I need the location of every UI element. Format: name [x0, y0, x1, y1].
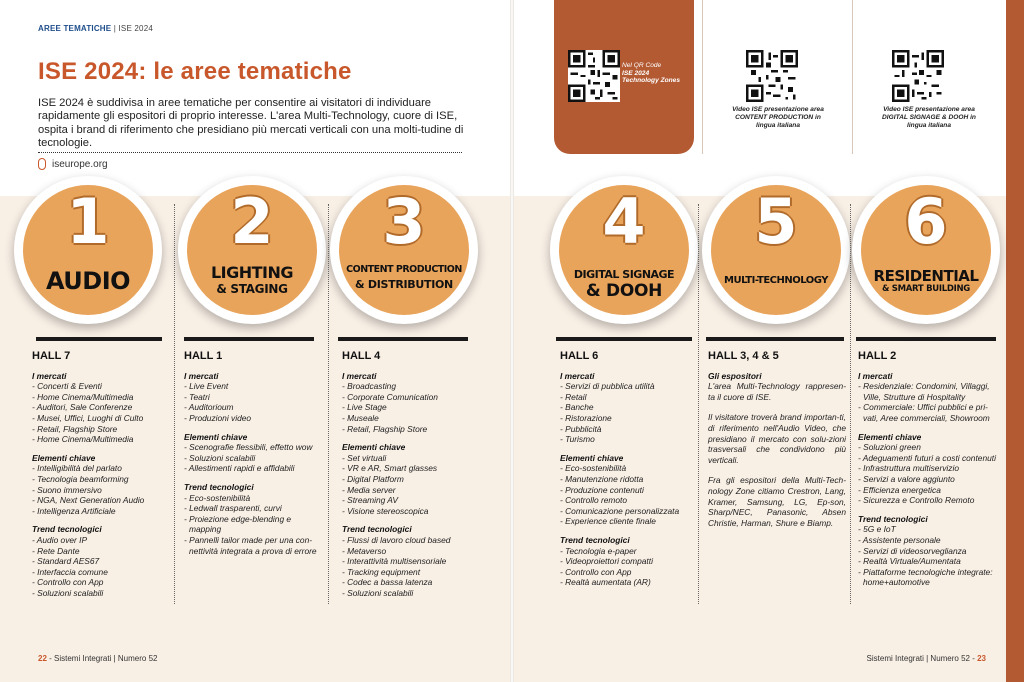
list-item: - Home Cinema/Multimedia [32, 434, 134, 445]
list-item: - Home Cinema/Multimedia [32, 391, 134, 402]
hall-label: HALL 6 [560, 350, 599, 362]
list-item: - Efficienza energetica [858, 484, 941, 495]
area-circle-lighting [178, 176, 326, 324]
column-rule [184, 337, 314, 341]
hall-column-lighting [184, 351, 324, 556]
list-item: - Retail [560, 391, 587, 402]
list-item: - Soluzioni scalabili [32, 587, 104, 598]
area-number: 6 [904, 185, 948, 258]
list-item: - Corporate Comunication [342, 391, 438, 402]
qr-code-content-production[interactable] [746, 50, 798, 102]
list-item: - Pubblicità [560, 423, 602, 434]
qr-caption-digital-signage [856, 106, 1002, 130]
area-label: RESIDENTIAL [873, 267, 979, 285]
section-separator: | [113, 24, 117, 33]
hall-label: HALL 2 [858, 350, 897, 362]
website-text: iseurope.org [52, 158, 108, 170]
qr-code-digital-signage[interactable] [892, 50, 944, 102]
area-circle-fill [861, 185, 991, 315]
list-item: - Experience cliente finale [560, 516, 656, 527]
area-label: MULTI-TECHNOLOGY [724, 275, 828, 286]
list-item: - Soluzioni scalabili [342, 587, 414, 598]
column-divider [328, 204, 329, 604]
intro-paragraph: ISE 2024 è suddivisa in aree tematiche per consentire ai visitatori di individuare rapidamente gli espositori di proprio interesse. L'area Multi-Technology, cuore di ISE, ospita i brand di riferimento che presidiano più mercati verticali con una molti-tudine di tecnologie. [38, 97, 464, 150]
area-circle-fill [339, 185, 469, 315]
section-heading: Trend tecnologici [32, 524, 102, 535]
list-item: - Live Stage [342, 402, 387, 413]
list-item: - Infrastruttura multiservizio [858, 463, 959, 474]
area-number: 2 [230, 185, 274, 258]
hall-column-digital-signage [560, 351, 694, 588]
list-item: - Set virtuali [342, 452, 387, 463]
footer-text: Sistemi Integrati | Numero 52 - [866, 654, 978, 663]
list-item: - Concerti & Eventi [32, 381, 102, 392]
area-label-secondary: & DOOH [585, 281, 663, 301]
area-circle-content-production [330, 176, 478, 324]
list-item: - Flussi di lavoro cloud based [342, 534, 451, 545]
list-item: - Media server [342, 484, 396, 495]
list-item: - Realtà aumentata (AR) [560, 577, 651, 588]
list-item: - Ledwall trasparenti, curvi [184, 503, 282, 514]
column-rule [36, 337, 162, 341]
list-item: - Tracking equipment [342, 566, 421, 577]
list-item: - Codec a bassa latenza [342, 577, 433, 588]
qr-box-caption-line: ISE 2024 [622, 69, 650, 77]
section-heading: I mercati [560, 370, 595, 381]
area-number: 3 [382, 185, 426, 258]
list-item: - Eco-sostenibilità [560, 463, 627, 474]
hall-column-content-production [342, 351, 476, 598]
qr-box-caption-line: Technology Zones [622, 77, 681, 85]
paragraph: Il visitatore troverà brand importan-ti, di riferimento nell'Audio Video, che presidiano il mercato con solu-zioni trasversali che condividono più verticali. [708, 412, 846, 465]
list-item: - Realtà Virtuale/Aumentata [858, 556, 961, 567]
section-heading: Elementi chiave [858, 431, 922, 442]
list-item: - Intelligenza Artificiale [32, 505, 116, 516]
column-rule [706, 337, 844, 341]
list-item: - Visione stereoscopica [342, 505, 429, 516]
list-item: - Turismo [560, 434, 595, 445]
section-year: ISE 2024 [118, 24, 153, 33]
section-heading: I mercati [858, 370, 893, 381]
hall-label: HALL 3, 4 & 5 [708, 350, 779, 362]
section-heading: Trend tecnologici [858, 513, 928, 524]
list-item: - Auditori, Sale Conferenze [32, 402, 133, 413]
list-item: - Auditorioum [184, 402, 234, 413]
page-spine [510, 0, 514, 682]
area-circle-fill [23, 185, 153, 315]
area-number: 4 [602, 185, 646, 258]
list-item: - Commerciale: Uffici pubblici e pri-vati, Aree commerciali, Showroom [858, 402, 990, 423]
list-item: - Eco-sostenibilità [184, 492, 251, 503]
list-item: - Adeguamenti futuri a costi contenuti [858, 452, 996, 463]
area-label: LIGHTING [210, 263, 294, 282]
section-heading: Trend tecnologici [184, 481, 254, 492]
list-item: - NGA, Next Generation Audio [32, 495, 145, 506]
qr-caption-line: lingua italiana [756, 122, 800, 129]
website-link[interactable] [38, 158, 108, 170]
list-item: - Intelligibilità del parlato [32, 463, 122, 474]
section-name: AREE TEMATICHE [38, 24, 112, 33]
list-item: - Musei, Uffici, Luoghi di Culto [32, 412, 144, 423]
area-label-secondary: & STAGING [216, 282, 288, 296]
list-item: - Proiezione edge-blending e mapping [184, 513, 292, 535]
section-heading: Gli espositori [708, 370, 762, 381]
list-item: - Soluzioni green [858, 442, 921, 453]
list-item: - VR e AR, Smart glasses [342, 463, 438, 474]
page-number: 23 [977, 654, 986, 663]
column-rule [556, 337, 692, 341]
area-label: DIGITAL SIGNAGE [573, 268, 675, 281]
list-item: - Tecnologia e-paper [560, 545, 637, 556]
list-item: - Retail, Flagship Store [342, 423, 428, 434]
column-divider [698, 204, 699, 604]
area-circle-fill [559, 185, 689, 315]
section-heading: I mercati [184, 370, 219, 381]
list-item: - Servizi di pubblica utilità [560, 381, 655, 392]
list-item: - Comunicazione personalizzata [560, 505, 680, 516]
section-tag [38, 24, 153, 33]
list-item: - Interfaccia comune [32, 566, 108, 577]
area-number: 5 [754, 185, 798, 258]
area-circle-residential [852, 176, 1000, 324]
list-item: - Digital Platform [342, 473, 404, 484]
column-rule [338, 337, 468, 341]
hall-label: HALL 1 [184, 350, 223, 362]
list-item: - Interattività multisensoriale [342, 556, 447, 567]
area-circle-multi-technology [702, 176, 850, 324]
area-label: AUDIO [45, 267, 131, 295]
qr-caption-line: lingua italiana [907, 122, 951, 129]
list-item: - 5G e IoT [858, 524, 896, 535]
paragraph: Fra gli espositori della Multi-Tech-nology Zone citiamo Crestron, Lang, Kramer, Samsung, LG, Ep-son, Sharp/NEC, Panasonic, Absen Christie, Harman, Shure e Biamp. [708, 475, 846, 528]
hall-label: HALL 4 [342, 350, 381, 362]
column-divider [174, 204, 175, 604]
footer-text: - Sistemi Integrati | Numero 52 [46, 654, 158, 663]
list-item: - Allestimenti rapidi e affidabili [184, 463, 295, 474]
page-number: 22 [38, 654, 47, 663]
qr-caption-line: Video ISE presentazione area [883, 106, 975, 113]
area-label: CONTENT PRODUCTION [346, 264, 462, 275]
area-circle-fill [711, 185, 841, 315]
list-item: - Suono immersivo [32, 484, 102, 495]
qr-divider [702, 0, 703, 154]
list-item: - Teatri [184, 391, 210, 402]
qr-code-technology-zones[interactable] [568, 50, 620, 102]
footer-right [867, 654, 986, 663]
list-item: - Controllo remoto [560, 495, 628, 506]
list-item: - Controllo con App [560, 566, 632, 577]
area-circle-digital-signage [550, 176, 698, 324]
list-item: - Manutenzione ridotta [560, 473, 644, 484]
qr-caption-line: DIGITAL SIGNAGE & DOOH in [882, 114, 976, 121]
page-title: ISE 2024: le aree tematiche [38, 58, 352, 85]
section-heading: Elementi chiave [342, 442, 406, 453]
column-rule [856, 337, 996, 341]
list-item: - Banche [560, 402, 594, 413]
list-item: - Piattaforme tecnologiche integrate: home+automotive [858, 566, 993, 588]
paragraph: L'area Multi-Technology rappresen-ta il cuore di ISE. [708, 381, 846, 402]
list-item: - Produzione contenuti [560, 484, 644, 495]
list-item: - Retail, Flagship Store [32, 423, 118, 434]
section-heading: Elementi chiave [32, 452, 96, 463]
section-heading: I mercati [342, 370, 377, 381]
hall-column-audio [32, 351, 172, 598]
list-item: - Servizi a valore aggiunto [858, 473, 955, 484]
list-item: - Scenografie flessibili, effetto wow [184, 442, 313, 453]
list-item: - Ristorazione [560, 412, 612, 423]
list-item: - Metaverso [342, 545, 387, 556]
section-heading: Elementi chiave [184, 431, 248, 442]
area-circle-fill [187, 185, 317, 315]
hall-column-multi-technology [708, 351, 846, 528]
list-item: - Produzioni video [184, 412, 252, 423]
section-heading: Trend tecnologici [560, 534, 630, 545]
hall-label: HALL 7 [32, 350, 71, 362]
section-heading: I mercati [32, 370, 67, 381]
list-item: - Controllo con App [32, 577, 104, 588]
paperclip-icon [38, 158, 46, 170]
area-label-secondary: & SMART BUILDING [882, 284, 970, 294]
qr-caption-content-production [706, 106, 850, 130]
list-item: - Standard AES67 [32, 556, 100, 567]
footer-left [38, 654, 157, 663]
list-item: - Pannelli tailor made per una con-nettività integrata a prova di errore [184, 534, 317, 556]
area-circle-audio [14, 176, 162, 324]
list-item: - Live Event [184, 381, 229, 392]
list-item: - Videoproiettori compatti [560, 556, 653, 567]
section-heading: Elementi chiave [560, 452, 624, 463]
list-item: - Servizi di videosorveglianza [858, 545, 967, 556]
qr-caption-line: CONTENT PRODUCTION in [735, 114, 821, 121]
list-item: - Residenziale: Condomini, Villaggi, Ville, Strutture di Hospitality [858, 381, 990, 402]
qr-caption-line: Video ISE presentazione area [732, 106, 824, 113]
list-item: - Tecnologia beamforming [32, 473, 129, 484]
qr-box-caption-line: Nel QR Code [622, 62, 662, 69]
list-item: - Broadcasting [342, 381, 396, 392]
qr-divider [852, 0, 853, 154]
hall-column-residential [858, 351, 998, 588]
list-item: - Rete Dante [32, 545, 80, 556]
area-number: 1 [66, 185, 110, 258]
right-edge-band [1006, 0, 1024, 682]
list-item: - Museale [342, 412, 379, 423]
list-item: - Assistente personale [858, 534, 941, 545]
list-item: - Sicurezza e Controllo Remoto [858, 495, 975, 506]
qr-box-caption [622, 62, 680, 85]
list-item: - Soluzioni scalabili [184, 452, 256, 463]
section-heading: Trend tecnologici [342, 524, 412, 535]
column-divider [850, 204, 851, 604]
area-label-secondary: & DISTRIBUTION [355, 278, 453, 291]
list-item: - Streaming AV [342, 495, 399, 506]
list-item: - Audio over IP [32, 534, 88, 545]
intro-divider [38, 152, 462, 153]
